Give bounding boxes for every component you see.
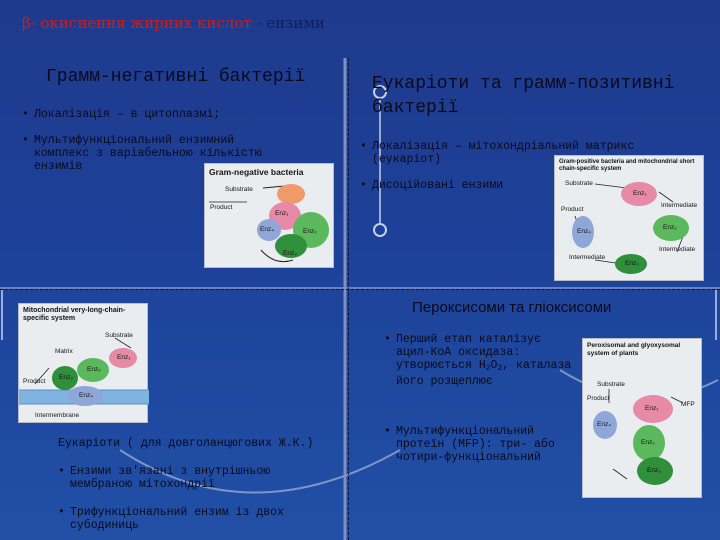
peroxisome-bullet-1-pre: Перший етап каталізує ацил-КоА оксидаза: утворюється Н bbox=[396, 333, 541, 372]
peroxisome-bullet-2: • Мультифункціональний протеїн (MFP): три- або чотири-функціональний bbox=[396, 425, 576, 464]
gram-positive-product-label: Product bbox=[561, 206, 584, 213]
gram-positive-intermediate-right-label: Intermediate bbox=[659, 246, 696, 253]
right-bullet-1: • Локалізація – мітохондріальний матрикс (еукаріот) bbox=[372, 140, 672, 166]
peroxisome-enzyme-system bbox=[583, 339, 703, 499]
vertical-divider bbox=[348, 58, 349, 540]
left-bullet-2: • Мультифункціональний ензимний комплекс з варіабельною кількістю ензимів bbox=[34, 134, 284, 173]
peroxisome-heading: Пероксисоми та гліоксисоми bbox=[412, 299, 612, 316]
figure-gram-negative-title: Gram-negative bacteria bbox=[209, 167, 304, 177]
gram-negative-enz4-label: Enz₄ bbox=[260, 226, 274, 233]
title-main: β- окиснення жирних кислот bbox=[22, 14, 252, 32]
peroxisome-substrate-label: Substrate bbox=[597, 381, 625, 388]
gram-negative-substrate-label: Substrate bbox=[225, 186, 253, 193]
gram-positive-enz4-label: Enz₄ bbox=[577, 228, 591, 235]
mito-vlc-enz3-label: Enz₃ bbox=[59, 374, 73, 381]
gram-negative-enz1-label: Enz₁ bbox=[275, 210, 289, 217]
figure-mito-vlc-title: Mitochondrial very-long-chain-specific system bbox=[23, 307, 126, 322]
figure-gram-positive bbox=[554, 155, 704, 281]
gram-positive-intermediate-left-label: Intermediate bbox=[569, 254, 606, 261]
peroxisome-bullet-1-sub1: 2 bbox=[485, 364, 491, 373]
peroxisome-enz4-label: Enz₄ bbox=[597, 421, 611, 428]
figure-mito-vlc bbox=[18, 303, 148, 423]
mito-heading: Еукаріоти ( для довголанцюгових Ж.К.) bbox=[58, 437, 314, 450]
peroxisome-enz3-label: Enz₃ bbox=[647, 467, 661, 474]
peroxisome-bullet-1-mid: О bbox=[490, 359, 498, 372]
mito-vlc-intermembrane-label: Intermembrane bbox=[35, 412, 80, 419]
peroxisome-enz1-label: Enz₁ bbox=[645, 405, 659, 412]
peroxisome-mfp-label: MFP bbox=[681, 401, 695, 408]
figure-peroxisome-title: Peroxisomal and glyoxysomal system of plants bbox=[587, 342, 681, 357]
mito-bullet-1: • Ензими зв'язані з внутрішньою мембраною мітохондрії bbox=[70, 465, 310, 491]
peroxisome-bullet-1 bbox=[396, 333, 576, 388]
gram-negative-enz3-label: Enz₃ bbox=[283, 250, 297, 257]
gram-positive-enz1-label: Enz₁ bbox=[633, 190, 647, 197]
figure-gram-negative bbox=[204, 163, 334, 268]
gram-positive-intermediate-top-label: Intermediate bbox=[661, 202, 698, 209]
gram-negative-enzyme-complex bbox=[205, 164, 335, 269]
peroxisome-enz2-label: Enz₂ bbox=[641, 439, 655, 446]
horizontal-divider bbox=[0, 289, 720, 290]
gram-negative-heading: Грамм-негативні бактерії bbox=[46, 67, 306, 87]
left-bullet-1: • Локалізація – в цитоплазмі; bbox=[34, 108, 334, 121]
mito-vlc-product-label: Product bbox=[23, 378, 46, 385]
gram-negative-enz2-label: Enz₂ bbox=[303, 228, 317, 235]
mito-vlc-enz2-label: Enz₂ bbox=[87, 366, 101, 373]
gram-positive-enz3-label: Enz₃ bbox=[625, 260, 639, 267]
gram-positive-enz2-label: Enz₂ bbox=[663, 224, 677, 231]
mito-vlc-enz1-label: Enz₁ bbox=[117, 354, 131, 361]
mito-vlc-matrix-label: Matrix bbox=[55, 348, 73, 355]
peroxisome-product-label: Product bbox=[587, 395, 610, 402]
title-suffix: - ензими bbox=[256, 14, 326, 32]
slide-title bbox=[22, 14, 325, 32]
mito-bullet-2: • Трифункціональний ензим із двох субодиниць bbox=[70, 506, 330, 532]
gram-negative-product-label: Product bbox=[210, 204, 233, 211]
gram-positive-substrate-label: Substrate bbox=[565, 180, 593, 187]
right-bullet-2: • Дисоційовані ензими bbox=[372, 179, 572, 192]
figure-gram-positive-title: Gram-positive bacteria and mitochondrial short chain-specific system bbox=[559, 159, 695, 172]
mito-vlc-substrate-label: Substrate bbox=[105, 332, 133, 339]
figure-peroxisome bbox=[582, 338, 702, 498]
peroxisome-bullet-1-post: , каталаза його розщеплює bbox=[396, 359, 572, 388]
mito-vlc-enzyme-system bbox=[19, 304, 149, 424]
peroxisome-bullet-1-sub2: 2 bbox=[497, 364, 503, 373]
mito-vlc-enz4-label: Enz₄ bbox=[79, 392, 93, 399]
eukaryote-heading: Еукаріоти та грамм-позитивні бактерії bbox=[372, 74, 675, 118]
